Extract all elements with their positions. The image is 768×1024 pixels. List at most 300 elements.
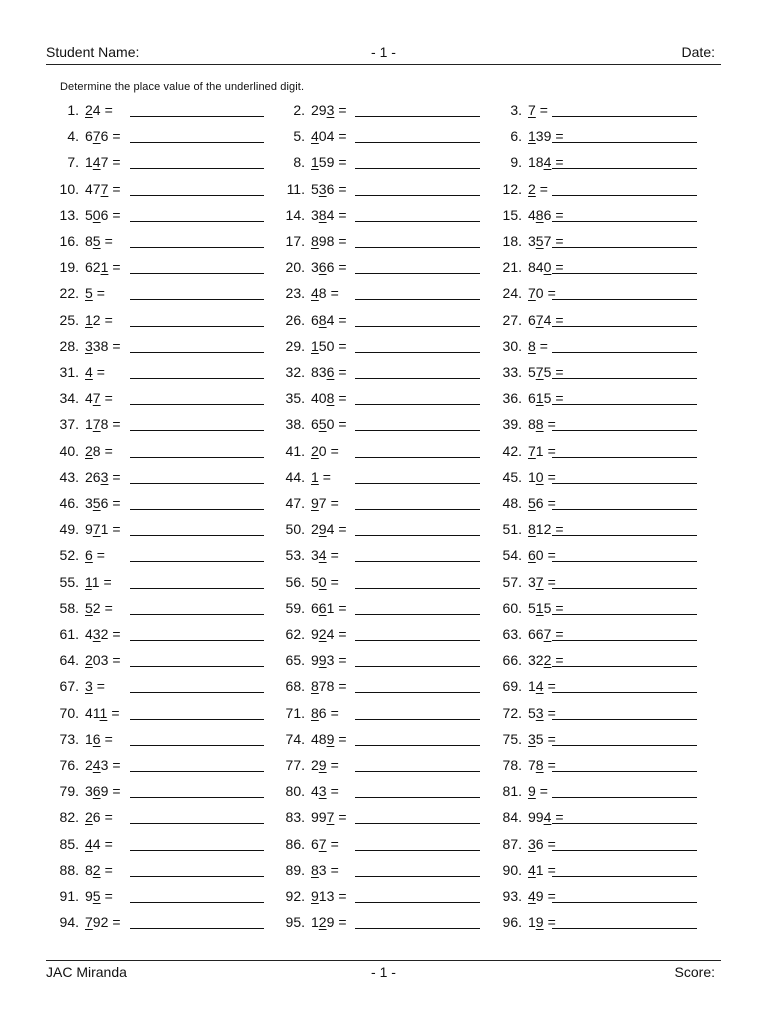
answer-blank[interactable] <box>130 928 264 929</box>
problem-number: 40. <box>59 442 79 459</box>
problem-item <box>266 858 496 884</box>
answer-blank[interactable] <box>130 719 264 720</box>
equals-sign: = <box>555 233 564 249</box>
equals-sign: = <box>338 678 347 695</box>
underlined-digit: 3 <box>535 704 544 721</box>
answer-blank[interactable] <box>552 299 697 300</box>
equals-sign: = <box>555 259 564 276</box>
equals-sign: = <box>338 154 347 171</box>
equals-sign: = <box>338 337 347 354</box>
underlined-digit: 3 <box>85 337 93 354</box>
problem-item <box>483 779 713 805</box>
answer-blank[interactable] <box>355 640 480 641</box>
number-digits-after: 03 <box>92 652 109 669</box>
answer-blank[interactable] <box>552 588 697 589</box>
underlined-digit: 1 <box>535 390 544 407</box>
answer-blank[interactable] <box>355 404 480 405</box>
underlined-digit: 4 <box>92 757 101 773</box>
answer-blank[interactable] <box>130 299 264 300</box>
answer-blank[interactable] <box>130 221 264 222</box>
answer-blank[interactable] <box>355 902 480 903</box>
equals-sign: = <box>547 678 556 695</box>
underlined-digit: 7 <box>528 442 536 459</box>
answer-blank[interactable] <box>130 614 264 615</box>
underlined-digit: 2 <box>318 914 327 931</box>
equals-sign: = <box>112 757 121 773</box>
underlined-digit: 3 <box>92 626 101 642</box>
answer-blank[interactable] <box>130 823 264 824</box>
underlined-digit: 4 <box>311 285 319 302</box>
problem-number: 17. <box>285 233 305 249</box>
problem-item <box>483 439 713 465</box>
answer-blank[interactable] <box>552 928 697 929</box>
underlined-digit: 1 <box>99 704 108 721</box>
problem-number: 75. <box>502 730 522 747</box>
answer-blank[interactable] <box>552 640 697 641</box>
number-digits-after: 12 <box>535 521 552 538</box>
answer-blank[interactable] <box>552 430 697 431</box>
equals-sign: = <box>547 730 556 747</box>
answer-blank[interactable] <box>552 666 697 667</box>
equals-sign: = <box>539 180 548 197</box>
answer-blank[interactable] <box>355 221 480 222</box>
answer-blank[interactable] <box>552 273 697 274</box>
underlined-digit: 8 <box>535 757 544 773</box>
equals-sign: = <box>112 495 121 511</box>
problem-number: 64. <box>59 652 79 669</box>
problem-item <box>483 203 713 229</box>
underlined-digit: 8 <box>311 861 319 878</box>
number-digits-before: 32 <box>528 652 544 669</box>
equals-sign: = <box>547 835 556 852</box>
answer-blank[interactable] <box>355 561 480 562</box>
answer-blank[interactable] <box>130 535 264 536</box>
underlined-digit: 0 <box>318 573 327 590</box>
answer-blank[interactable] <box>552 221 697 222</box>
problem-number: 69. <box>502 678 522 695</box>
answer-blank[interactable] <box>130 116 264 117</box>
underlined-digit: 6 <box>85 547 93 564</box>
underlined-digit: 7 <box>92 416 101 433</box>
problem-item <box>483 596 713 622</box>
answer-blank[interactable] <box>552 719 697 720</box>
answer-blank[interactable] <box>355 692 480 693</box>
underlined-digit: 7 <box>318 835 327 852</box>
answer-blank[interactable] <box>355 876 480 877</box>
problem-item <box>483 884 713 910</box>
problem-item <box>483 124 713 150</box>
underlined-digit: 5 <box>85 599 93 616</box>
problem-item <box>266 596 496 622</box>
equals-sign: = <box>104 311 113 328</box>
answer-blank[interactable] <box>130 640 264 641</box>
underlined-digit: 4 <box>318 547 327 564</box>
answer-blank[interactable] <box>355 771 480 772</box>
equals-sign: = <box>330 757 339 773</box>
underlined-digit: 2 <box>85 809 93 826</box>
equals-sign: = <box>555 652 564 669</box>
problem-item <box>40 832 270 858</box>
problem-item <box>266 412 496 438</box>
number-digits-before: 5 <box>528 599 536 616</box>
underlined-digit: 7 <box>92 390 101 407</box>
answer-blank[interactable] <box>355 378 480 379</box>
problem-number: 26. <box>285 311 305 328</box>
problem-number: 91. <box>59 888 79 904</box>
problem-item <box>40 517 270 543</box>
number-digits-after: 0 <box>326 416 335 433</box>
equals-sign: = <box>96 547 105 564</box>
answer-blank[interactable] <box>552 902 697 903</box>
number-digits-before: 1 <box>85 154 93 171</box>
answer-blank[interactable] <box>355 719 480 720</box>
answer-blank[interactable] <box>552 326 697 327</box>
equals-sign: = <box>330 285 339 302</box>
underlined-digit: 4 <box>543 154 552 171</box>
equals-sign: = <box>547 468 556 485</box>
problem-number: 18. <box>502 233 522 249</box>
problem-number: 14. <box>285 206 305 223</box>
number-digits-before: 8 <box>85 233 93 249</box>
underlined-digit: 5 <box>535 233 544 249</box>
problem-number: 50. <box>285 521 305 538</box>
problem-item <box>40 622 270 648</box>
problem-number: 34. <box>59 390 79 407</box>
answer-blank[interactable] <box>355 823 480 824</box>
number-digits-before: 83 <box>311 364 327 380</box>
number-digits-after: 1 <box>535 442 544 459</box>
underlined-digit: 6 <box>528 547 536 564</box>
answer-blank[interactable] <box>355 535 480 536</box>
equals-sign: = <box>96 678 105 695</box>
number-digits-after: 8 <box>318 285 327 302</box>
problem-number: 19. <box>59 259 79 276</box>
answer-blank[interactable] <box>355 299 480 300</box>
problem-item <box>483 517 713 543</box>
problem-number: 66. <box>502 652 522 669</box>
answer-blank[interactable] <box>552 797 697 798</box>
number-digits-before: 8 <box>85 861 93 878</box>
problem-number: 11. <box>286 180 305 197</box>
number-digits-after: 2 <box>92 311 101 328</box>
equals-sign: = <box>547 704 556 721</box>
instructions: Determine the place value of the underlined digit. <box>60 81 305 93</box>
number-digits-before: 40 <box>311 390 327 407</box>
answer-blank[interactable] <box>355 352 480 353</box>
worksheet-header <box>46 44 721 65</box>
answer-blank[interactable] <box>130 692 264 693</box>
answer-blank[interactable] <box>355 168 480 169</box>
number-digits-before: 9 <box>311 626 319 642</box>
problem-item <box>483 334 713 360</box>
answer-blank[interactable] <box>130 876 264 877</box>
equals-sign: = <box>103 573 112 590</box>
answer-blank[interactable] <box>130 326 264 327</box>
answer-blank[interactable] <box>552 352 697 353</box>
answer-blank[interactable] <box>552 535 697 536</box>
answer-blank[interactable] <box>130 902 264 903</box>
problem-number: 49. <box>59 521 79 538</box>
answer-blank[interactable] <box>552 614 697 615</box>
number-digits-before: 7 <box>528 757 536 773</box>
number-digits-after: 0 <box>535 547 544 564</box>
number-digits-after: 8 <box>100 416 109 433</box>
answer-blank[interactable] <box>552 483 697 484</box>
date-label: Date: <box>681 44 715 60</box>
underlined-digit: 6 <box>92 730 101 747</box>
answer-blank[interactable] <box>552 168 697 169</box>
problem-number: 47. <box>285 495 305 511</box>
answer-blank[interactable] <box>355 326 480 327</box>
answer-blank[interactable] <box>130 745 264 746</box>
problem-item <box>266 124 496 150</box>
number-digits-before: 2 <box>311 521 319 538</box>
problem-item <box>483 281 713 307</box>
answer-blank[interactable] <box>130 483 264 484</box>
problem-number: 59. <box>285 599 305 616</box>
problem-number: 79. <box>59 783 79 800</box>
answer-blank[interactable] <box>355 509 480 510</box>
number-digits-after: 7 <box>318 495 327 511</box>
underlined-digit: 8 <box>528 337 536 354</box>
problem-item <box>483 229 713 255</box>
problem-item <box>266 622 496 648</box>
underlined-digit: 1 <box>85 311 93 328</box>
problem-item <box>266 281 496 307</box>
answer-blank[interactable] <box>355 745 480 746</box>
number-digits-after: 04 <box>318 128 335 145</box>
problem-item <box>266 727 496 753</box>
answer-blank[interactable] <box>355 195 480 196</box>
answer-blank[interactable] <box>130 457 264 458</box>
number-digits-after: 1 <box>100 521 109 538</box>
problem-item <box>483 543 713 569</box>
answer-blank[interactable] <box>130 588 264 589</box>
underlined-digit: 9 <box>311 495 319 511</box>
underlined-digit: 8 <box>528 521 536 538</box>
equals-sign: = <box>338 652 347 669</box>
underlined-digit: 8 <box>311 233 319 249</box>
underlined-digit: 7 <box>543 626 552 642</box>
answer-blank[interactable] <box>552 509 697 510</box>
answer-blank[interactable] <box>552 561 697 562</box>
underlined-digit: 8 <box>311 678 319 695</box>
underlined-digit: 4 <box>92 154 101 171</box>
underlined-digit: 9 <box>318 757 327 773</box>
underlined-digit: 7 <box>535 364 544 380</box>
problem-number: 78. <box>502 757 522 773</box>
problem-number: 54. <box>502 547 522 564</box>
problem-number: 51. <box>502 521 522 538</box>
answer-blank[interactable] <box>130 404 264 405</box>
underlined-digit: 2 <box>543 652 552 669</box>
problem-number: 48. <box>502 495 522 511</box>
underlined-digit: 5 <box>528 495 536 511</box>
equals-sign: = <box>555 364 564 380</box>
problem-number: 10. <box>59 180 79 197</box>
number-digits-after: 5 <box>535 730 544 747</box>
number-digits-before: 3 <box>311 547 319 564</box>
answer-blank[interactable] <box>552 771 697 772</box>
equals-sign: = <box>539 102 548 118</box>
problem-number: 21. <box>502 259 522 276</box>
equals-sign: = <box>547 547 556 564</box>
underlined-digit: 8 <box>311 704 319 721</box>
answer-blank[interactable] <box>355 797 480 798</box>
answer-blank[interactable] <box>355 588 480 589</box>
underlined-digit: 4 <box>543 809 552 826</box>
underlined-digit: 3 <box>528 730 536 747</box>
underlined-digit: 5 <box>92 495 101 511</box>
problem-item <box>483 412 713 438</box>
number-digits-before: 9 <box>85 521 93 538</box>
answer-blank[interactable] <box>355 928 480 929</box>
number-digits-before: 3 <box>311 259 319 276</box>
answer-blank[interactable] <box>552 247 697 248</box>
answer-blank[interactable] <box>552 116 697 117</box>
problem-item <box>266 648 496 674</box>
answer-blank[interactable] <box>130 771 264 772</box>
answer-blank[interactable] <box>552 823 697 824</box>
answer-blank[interactable] <box>355 247 480 248</box>
number-digits-before: 6 <box>311 311 319 328</box>
answer-blank[interactable] <box>130 352 264 353</box>
underlined-digit: 2 <box>528 180 536 197</box>
number-digits-after: 2 <box>92 599 101 616</box>
answer-blank[interactable] <box>552 850 697 851</box>
problem-number: 45. <box>502 468 522 485</box>
number-digits-after: 78 <box>318 678 335 695</box>
answer-blank[interactable] <box>130 430 264 431</box>
problem-item <box>40 805 270 831</box>
underlined-digit: 4 <box>85 835 93 852</box>
problem-item <box>40 229 270 255</box>
equals-sign: = <box>104 809 113 826</box>
answer-blank[interactable] <box>355 116 480 117</box>
number-digits-before: 29 <box>311 102 327 118</box>
problem-item <box>266 543 496 569</box>
problem-number: 86. <box>285 835 305 852</box>
problem-number: 81. <box>502 783 522 800</box>
problem-item <box>483 701 713 727</box>
problem-number: 88. <box>59 861 79 878</box>
answer-blank[interactable] <box>552 457 697 458</box>
problem-item <box>266 570 496 596</box>
answer-blank[interactable] <box>130 561 264 562</box>
problem-item <box>483 570 713 596</box>
equals-sign: = <box>104 730 113 747</box>
problem-item <box>266 177 496 203</box>
problem-number: 16. <box>59 233 79 249</box>
answer-blank[interactable] <box>552 745 697 746</box>
problem-number: 23. <box>285 285 305 302</box>
problem-number: 95. <box>285 914 305 931</box>
answer-blank[interactable] <box>130 195 264 196</box>
number-digits-before: 5 <box>311 180 319 197</box>
number-digits-before: 26 <box>85 468 101 485</box>
problem-number: 82. <box>59 809 79 826</box>
problem-number: 20. <box>285 259 305 276</box>
answer-blank[interactable] <box>552 876 697 877</box>
problem-number: 4. <box>67 128 79 145</box>
equals-sign: = <box>104 599 113 616</box>
answer-blank[interactable] <box>552 142 697 143</box>
problem-item <box>483 491 713 517</box>
problem-number: 53. <box>285 547 305 564</box>
number-digits-after: 4 <box>326 521 335 538</box>
answer-blank[interactable] <box>355 142 480 143</box>
equals-sign: = <box>330 495 339 511</box>
answer-blank[interactable] <box>130 378 264 379</box>
problem-number: 35. <box>285 390 305 407</box>
answer-blank[interactable] <box>355 430 480 431</box>
answer-blank[interactable] <box>355 483 480 484</box>
answer-blank[interactable] <box>130 247 264 248</box>
score-label: Score: <box>674 964 715 980</box>
equals-sign: = <box>338 206 347 223</box>
number-digits-before: 1 <box>528 914 536 931</box>
problem-item <box>40 150 270 176</box>
problem-item <box>266 674 496 700</box>
problem-item <box>483 727 713 753</box>
equals-sign: = <box>555 626 564 642</box>
number-digits-before: 4 <box>311 783 319 800</box>
underlined-digit: 9 <box>535 914 544 931</box>
number-digits-after: 4 <box>92 835 101 852</box>
answer-blank[interactable] <box>552 692 697 693</box>
number-digits-after: 6 <box>318 704 327 721</box>
problem-number: 5. <box>293 128 305 145</box>
problem-number: 60. <box>502 599 522 616</box>
answer-blank[interactable] <box>130 797 264 798</box>
problem-number: 56. <box>285 573 305 590</box>
problem-number: 92. <box>285 888 305 904</box>
number-digits-after: 4 <box>326 206 335 223</box>
answer-blank[interactable] <box>355 457 480 458</box>
answer-blank[interactable] <box>552 195 697 196</box>
equals-sign: = <box>338 416 347 433</box>
problem-item <box>483 674 713 700</box>
answer-blank[interactable] <box>130 142 264 143</box>
equals-sign: = <box>539 783 548 800</box>
answer-blank[interactable] <box>130 850 264 851</box>
answer-blank[interactable] <box>552 378 697 379</box>
number-digits-after: 13 <box>318 888 335 904</box>
answer-blank[interactable] <box>130 509 264 510</box>
problem-item <box>40 439 270 465</box>
problem-item <box>266 491 496 517</box>
number-digits-after: 6 <box>543 206 552 223</box>
answer-blank[interactable] <box>552 404 697 405</box>
answer-blank[interactable] <box>355 666 480 667</box>
answer-blank[interactable] <box>130 168 264 169</box>
answer-blank[interactable] <box>130 273 264 274</box>
number-digits-after: 8 <box>92 442 101 459</box>
equals-sign: = <box>112 521 121 538</box>
underlined-digit: 4 <box>528 861 536 878</box>
problem-item <box>40 884 270 910</box>
answer-blank[interactable] <box>355 850 480 851</box>
answer-blank[interactable] <box>355 273 480 274</box>
number-digits-before: 8 <box>528 416 536 433</box>
number-digits-after: 4 <box>326 626 335 642</box>
answer-blank[interactable] <box>130 666 264 667</box>
problem-number: 93. <box>502 888 522 904</box>
answer-blank[interactable] <box>355 614 480 615</box>
underlined-digit: 2 <box>311 442 319 459</box>
underlined-digit: 1 <box>311 468 319 485</box>
problem-item <box>483 465 713 491</box>
